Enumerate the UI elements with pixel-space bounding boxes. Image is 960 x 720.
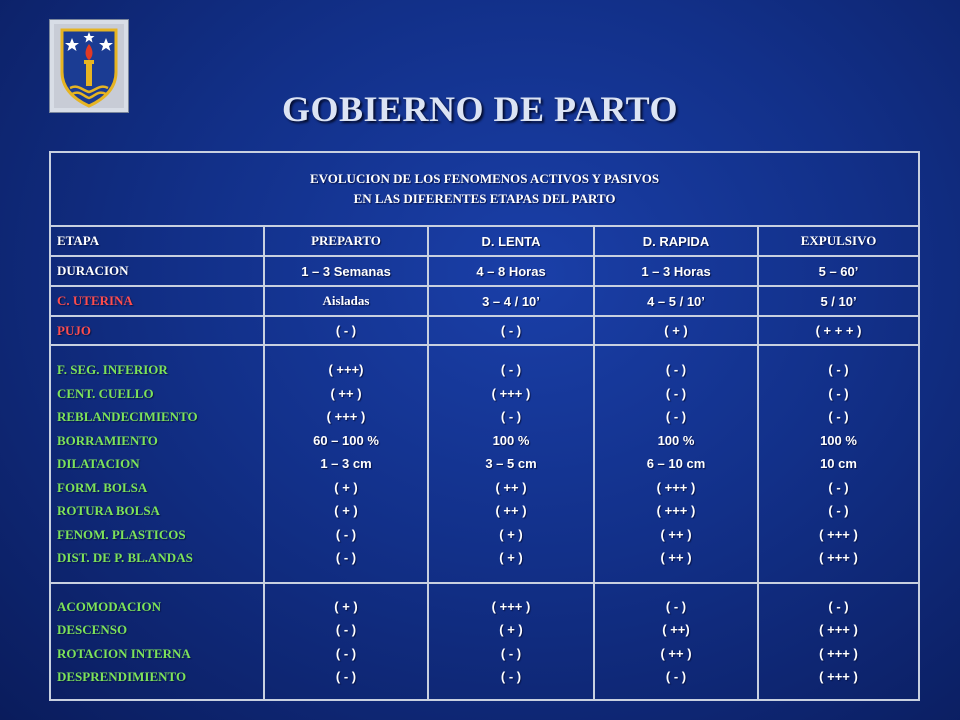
value-cell: ( - ) (828, 385, 849, 401)
cell-pujo-lenta: ( - ) (428, 316, 594, 345)
value-cell: 100 % (657, 432, 695, 448)
cell-c-uterina-preparto: Aisladas (264, 286, 428, 316)
value-cell: ( - ) (500, 645, 522, 661)
value-cell: ( - ) (500, 669, 522, 684)
value-cell: ( +++ ) (491, 385, 531, 401)
value-cell: ( ++ ) (660, 550, 692, 566)
column-header-d-rapida: D. RAPIDA (594, 226, 758, 256)
label-acomodacion: ACOMODACION (57, 598, 161, 614)
label-dilatacion: DILATACION (57, 456, 140, 472)
row-label-duracion: DURACION (50, 256, 264, 286)
row-label-c-uterina: C. UTERINA (50, 286, 264, 316)
value-cell: ( - ) (335, 669, 357, 684)
label-reblandecimiento: REBLANDECIMIENTO (57, 409, 198, 425)
group1-rapida (594, 345, 758, 583)
value-cell: 100 % (492, 432, 530, 448)
group2-labels (50, 583, 264, 700)
column-header-preparto: PREPARTO (264, 226, 428, 256)
cell-pujo-preparto: ( - ) (264, 316, 428, 345)
value-cell: 100 % (820, 432, 857, 448)
value-cell: 60 – 100 % (313, 432, 379, 448)
value-cell: 6 – 10 cm (646, 456, 706, 472)
value-cell: ( - ) (828, 503, 849, 519)
table-heading (50, 152, 919, 226)
value-cell: ( - ) (665, 362, 687, 378)
value-cell: ( - ) (665, 598, 687, 614)
label-desprendimiento: DESPRENDIMIENTO (57, 669, 187, 684)
column-header-d-lenta: D. LENTA (428, 226, 594, 256)
value-cell: 3 – 5 cm (485, 456, 537, 472)
value-cell: ( - ) (335, 622, 357, 637)
value-cell: ( - ) (665, 669, 687, 684)
value-cell: 1 – 3 cm (320, 456, 372, 472)
cell-duracion-lenta: 4 – 8 Horas (428, 256, 594, 286)
label-f-seg-inferior: F. SEG. INFERIOR (57, 362, 168, 378)
table-row-group-mecanismo (50, 583, 919, 700)
label-rotacion-interna: ROTACION INTERNA (57, 645, 191, 661)
cell-c-uterina-lenta: 3 – 4 / 10’ (428, 286, 594, 316)
row-label-pujo: PUJO (50, 316, 264, 345)
value-cell: ( - ) (828, 362, 849, 378)
value-cell: ( +++ ) (491, 598, 531, 614)
value-cell: ( + ) (334, 479, 358, 495)
value-cell: ( + ) (499, 550, 523, 566)
value-cell: ( ++) (662, 622, 690, 637)
column-header-expulsivo: EXPULSIVO (758, 226, 919, 256)
cell-duracion-rapida: 1 – 3 Horas (594, 256, 758, 286)
value-cell: ( - ) (335, 645, 357, 661)
value-cell: ( +++ ) (819, 526, 858, 542)
value-cell: 10 cm (820, 456, 857, 472)
label-rotura-bolsa: ROTURA BOLSA (57, 503, 160, 519)
table-row-pujo (50, 316, 919, 345)
cell-duracion-expulsivo: 5 – 60’ (758, 256, 919, 286)
table-heading-line-2: EN LAS DIFERENTES ETAPAS DEL PARTO (353, 191, 616, 206)
label-cent-cuello: CENT. CUELLO (57, 385, 154, 401)
value-cell: ( ++ ) (495, 503, 527, 519)
group2-rapida (594, 583, 758, 700)
value-cell: ( +++ ) (819, 622, 858, 637)
label-descenso: DESCENSO (57, 622, 128, 637)
value-cell: ( - ) (828, 479, 849, 495)
group2-preparto (264, 583, 428, 700)
value-cell: ( ++ ) (660, 645, 692, 661)
table-row-duracion (50, 256, 919, 286)
cell-pujo-rapida: ( + ) (594, 316, 758, 345)
value-cell: ( +++ ) (819, 645, 858, 661)
label-dist-p-blandas: DIST. DE P. BL.ANDAS (57, 550, 193, 566)
table-row-group-pasivos (50, 345, 919, 583)
value-cell: ( +++ ) (656, 479, 696, 495)
group1-labels (50, 345, 264, 583)
value-cell: ( ++ ) (330, 385, 362, 401)
value-cell: ( +++ ) (819, 669, 858, 684)
cell-duracion-preparto: 1 – 3 Semanas (264, 256, 428, 286)
table-heading-row (50, 152, 919, 226)
value-cell: ( ++ ) (660, 526, 692, 542)
table-heading-line-1: EVOLUCION DE LOS FENOMENOS ACTIVOS Y PASIVOS (309, 171, 660, 186)
value-cell: ( + ) (334, 503, 358, 519)
label-borramiento: BORRAMIENTO (57, 432, 158, 448)
group1-preparto (264, 345, 428, 583)
group2-expulsivo (758, 583, 919, 700)
group2-lenta (428, 583, 594, 700)
column-header-row (50, 226, 919, 256)
value-cell: ( +++ ) (656, 503, 696, 519)
group1-expulsivo (758, 345, 919, 583)
value-cell: ( - ) (665, 385, 687, 401)
cell-c-uterina-rapida: 4 – 5 / 10’ (594, 286, 758, 316)
group1-lenta (428, 345, 594, 583)
value-cell: ( + ) (499, 622, 523, 637)
label-fenom-plasticos: FENOM. PLASTICOS (57, 526, 186, 542)
cell-pujo-expulsivo: ( + + + ) (758, 316, 919, 345)
value-cell: ( +++ ) (326, 409, 366, 425)
label-form-bolsa: FORM. BOLSA (57, 479, 148, 495)
value-cell: ( +++ ) (819, 550, 858, 566)
value-cell: ( - ) (500, 362, 522, 378)
value-cell: ( - ) (335, 550, 357, 566)
value-cell: ( + ) (499, 526, 523, 542)
value-cell: ( ++ ) (495, 479, 527, 495)
value-cell: ( - ) (335, 526, 357, 542)
value-cell: ( - ) (665, 409, 687, 425)
column-header-etapa: ETAPA (50, 226, 264, 256)
cell-c-uterina-expulsivo: 5 / 10’ (758, 286, 919, 316)
value-cell: ( +++) (328, 362, 364, 378)
value-cell: ( - ) (500, 409, 522, 425)
value-cell: ( - ) (828, 598, 849, 614)
value-cell: ( + ) (334, 598, 358, 614)
value-cell: ( - ) (828, 409, 849, 425)
table-row-c-uterina (50, 286, 919, 316)
page-title: GOBIERNO DE PARTO (282, 89, 678, 129)
evolution-table (49, 151, 920, 701)
